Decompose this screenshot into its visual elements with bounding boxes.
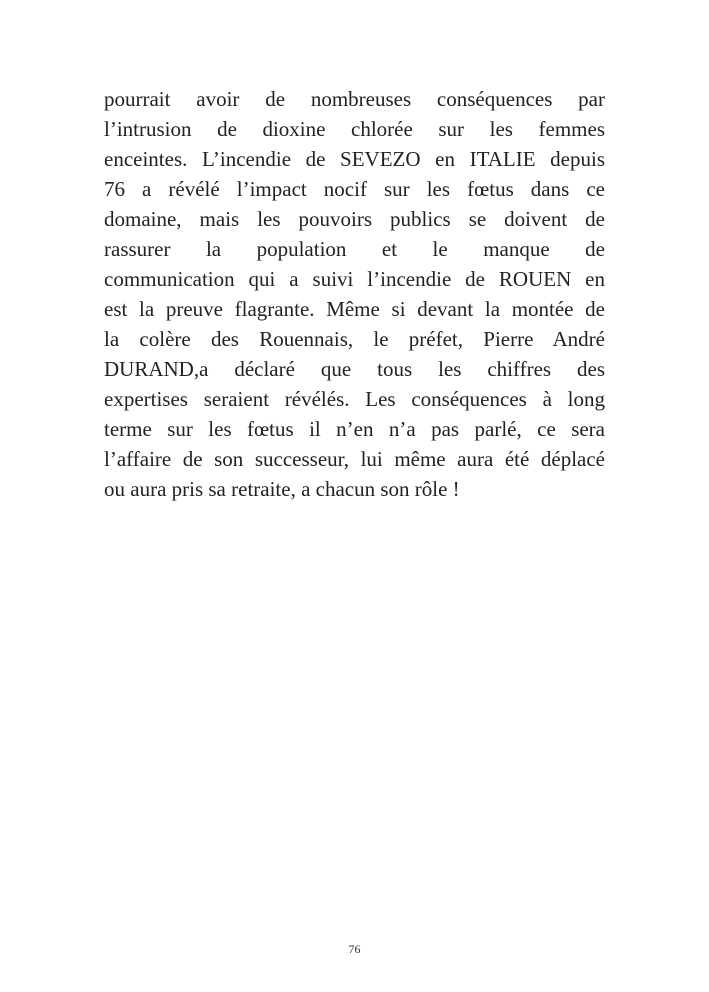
text-line: est la preuve flagrante. Même si devant la montée de [104, 297, 605, 321]
text-line: terme sur les fœtus il n’en n’a pas parlé, ce sera [104, 417, 605, 441]
text-line: enceintes. L’incendie de SEVEZO en ITALIE depuis [104, 147, 605, 171]
text-line: rassurer la population et le manque de [104, 237, 605, 261]
text-line: communication qui a suivi l’incendie de ROUEN en [104, 267, 605, 291]
text-line: l’affaire de son successeur, lui même aura été déplacé [104, 447, 605, 471]
text-line: ou aura pris sa retraite, a chacun son rôle ! [104, 477, 460, 501]
text-line: pourrait avoir de nombreuses conséquences par [104, 87, 605, 111]
text-line: domaine, mais les pouvoirs publics se doivent de [104, 207, 605, 231]
text-line: l’intrusion de dioxine chlorée sur les femmes [104, 117, 605, 141]
text-line: expertises seraient révélés. Les conséquences à long [104, 387, 605, 411]
body-paragraph [104, 84, 605, 504]
text-line: 76 a révélé l’impact nocif sur les fœtus dans ce [104, 177, 605, 201]
text-line: DURAND,a déclaré que tous les chiffres des [104, 357, 605, 381]
page-number: 76 [348, 942, 361, 956]
text-line: la colère des Rouennais, le préfet, Pierre André [104, 327, 605, 351]
